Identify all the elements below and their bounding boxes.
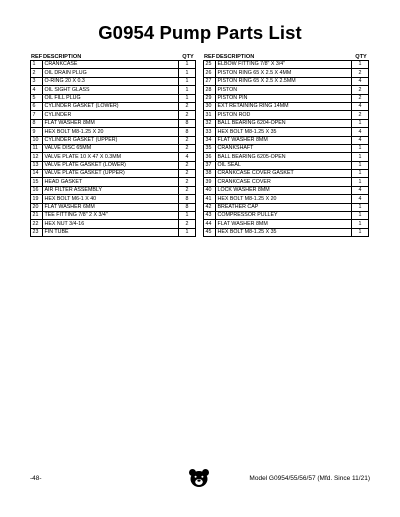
table-row xyxy=(31,69,196,77)
qty-cell: 8 xyxy=(179,195,196,203)
table-row xyxy=(31,212,196,220)
ref-cell: 1 xyxy=(31,61,43,69)
description-cell: CYLINDER xyxy=(43,111,179,119)
table-row xyxy=(204,94,369,102)
description-cell: CYLINDER GASKET (LOWER) xyxy=(43,102,179,110)
qty-cell: 1 xyxy=(352,161,369,169)
ref-cell: 32 xyxy=(204,119,216,127)
table-row xyxy=(204,136,369,144)
ref-cell: 6 xyxy=(31,102,43,110)
description-cell: CRANKCASE xyxy=(43,61,179,69)
header-qty: QTY xyxy=(355,54,367,60)
qty-cell: 1 xyxy=(179,69,196,77)
ref-cell: 16 xyxy=(31,186,43,194)
qty-cell: 2 xyxy=(179,102,196,110)
table-row xyxy=(204,228,369,236)
table-row xyxy=(204,86,369,94)
table-row xyxy=(31,195,196,203)
qty-cell: 4 xyxy=(179,153,196,161)
qty-cell: 4 xyxy=(352,77,369,85)
description-cell: HEX BOLT M8-1.25 X 35 xyxy=(216,228,352,236)
ref-cell: 22 xyxy=(31,220,43,228)
qty-cell: 1 xyxy=(352,220,369,228)
table-header xyxy=(30,50,196,60)
description-cell: FIN TUBE xyxy=(43,228,179,236)
table-row xyxy=(204,195,369,203)
ref-cell: 2 xyxy=(31,69,43,77)
page-title: G0954 Pump Parts List xyxy=(98,22,302,43)
qty-cell: 8 xyxy=(179,128,196,136)
qty-cell: 4 xyxy=(352,136,369,144)
description-cell: OIL SEAL xyxy=(216,161,352,169)
table-row xyxy=(204,102,369,110)
parts-list-left xyxy=(30,60,196,237)
table-row xyxy=(31,203,196,211)
page-number: -48- xyxy=(30,475,42,482)
qty-cell: 1 xyxy=(352,61,369,69)
qty-cell: 4 xyxy=(352,102,369,110)
description-cell: HEX BOLT M8-1.25 X 20 xyxy=(216,195,352,203)
description-cell: FLAT WASHER 8MM xyxy=(43,119,179,127)
table-row xyxy=(204,77,369,85)
ref-cell: 26 xyxy=(204,69,216,77)
description-cell: HEX NUT 3/4-16 xyxy=(43,220,179,228)
ref-cell: 19 xyxy=(31,195,43,203)
description-cell: PISTON PIN xyxy=(216,94,352,102)
qty-cell: 1 xyxy=(352,153,369,161)
qty-cell: 1 xyxy=(352,203,369,211)
table-row xyxy=(204,153,369,161)
qty-cell: 8 xyxy=(179,119,196,127)
ref-cell: 23 xyxy=(31,228,43,236)
description-cell: FLAT WASHER 8MM xyxy=(216,136,352,144)
description-cell: CRANKCASE COVER GASKET xyxy=(216,170,352,178)
description-cell: OIL DRAIN PLUG xyxy=(43,69,179,77)
table-row xyxy=(31,170,196,178)
ref-cell: 25 xyxy=(204,61,216,69)
qty-cell: 2 xyxy=(179,170,196,178)
model-line: Model G0954/55/56/57 (Mfd. Since 11/21) xyxy=(249,475,370,482)
table-row xyxy=(31,94,196,102)
ref-cell: 12 xyxy=(31,153,43,161)
bear-head-logo-icon xyxy=(188,468,210,488)
ref-cell: 3 xyxy=(31,77,43,85)
qty-cell: 1 xyxy=(352,144,369,152)
qty-cell: 4 xyxy=(352,128,369,136)
qty-cell: 2 xyxy=(352,69,369,77)
ref-cell: 15 xyxy=(31,178,43,186)
ref-cell: 38 xyxy=(204,170,216,178)
parts-table-left xyxy=(30,50,196,237)
table-row xyxy=(204,186,369,194)
description-cell: HEX BOLT M8-1.25 X 20 xyxy=(43,128,179,136)
description-cell: LOCK WASHER 8MM xyxy=(216,186,352,194)
qty-cell: 1 xyxy=(352,170,369,178)
qty-cell: 2 xyxy=(179,111,196,119)
ref-cell: 36 xyxy=(204,153,216,161)
table-row xyxy=(204,212,369,220)
ref-cell: 40 xyxy=(204,186,216,194)
table-row xyxy=(31,144,196,152)
table-row xyxy=(204,220,369,228)
qty-cell: 4 xyxy=(352,186,369,194)
description-cell: AIR FILTER ASSEMBLY xyxy=(43,186,179,194)
ref-cell: 11 xyxy=(31,144,43,152)
ref-cell: 4 xyxy=(31,86,43,94)
ref-cell: 37 xyxy=(204,161,216,169)
header-ref: REF xyxy=(204,54,216,60)
description-cell: BREATHER CAP xyxy=(216,203,352,211)
description-cell: EXT RETAINING RING 14MM xyxy=(216,102,352,110)
ref-cell: 43 xyxy=(204,212,216,220)
description-cell: PISTON RING 65 X 2.5 X 4MM xyxy=(216,69,352,77)
qty-cell: 1 xyxy=(352,228,369,236)
ref-cell: 5 xyxy=(31,94,43,102)
description-cell: TEE FITTING 7/8" 2 X 3/4" xyxy=(43,212,179,220)
description-cell: VALVE PLATE 10 X 47 X 0.3MM xyxy=(43,153,179,161)
qty-cell: 1 xyxy=(179,212,196,220)
table-row xyxy=(31,77,196,85)
table-row xyxy=(31,153,196,161)
ref-cell: 9 xyxy=(31,128,43,136)
table-row xyxy=(31,228,196,236)
qty-cell: 1 xyxy=(352,212,369,220)
table-row xyxy=(204,111,369,119)
table-row xyxy=(31,119,196,127)
qty-cell: 2 xyxy=(352,94,369,102)
header-description: DESCRIPTION xyxy=(43,54,82,60)
table-row xyxy=(204,119,369,127)
description-cell: COMPRESSOR PULLEY xyxy=(216,212,352,220)
description-cell: FLAT WASHER 6MM xyxy=(43,203,179,211)
qty-cell: 2 xyxy=(352,86,369,94)
table-header xyxy=(203,50,369,60)
description-cell: OIL SIGHT GLASS xyxy=(43,86,179,94)
table-row xyxy=(31,178,196,186)
ref-cell: 31 xyxy=(204,111,216,119)
ref-cell: 45 xyxy=(204,228,216,236)
table-row xyxy=(204,170,369,178)
ref-cell: 21 xyxy=(31,212,43,220)
qty-cell: 2 xyxy=(179,161,196,169)
description-cell: ELBOW FITTING 7/8" X 3/4" xyxy=(216,61,352,69)
description-cell: HEAD GASKET xyxy=(43,178,179,186)
table-row xyxy=(31,61,196,69)
ref-cell: 13 xyxy=(31,161,43,169)
ref-cell: 35 xyxy=(204,144,216,152)
header-ref: REF xyxy=(31,54,43,60)
qty-cell: 4 xyxy=(352,195,369,203)
ref-cell: 8 xyxy=(31,119,43,127)
ref-cell: 10 xyxy=(31,136,43,144)
header-qty: QTY xyxy=(182,54,194,60)
ref-cell: 33 xyxy=(204,128,216,136)
description-cell: HEX BOLT M6-1 X 40 xyxy=(43,195,179,203)
description-cell: FLAT WASHER 8MM xyxy=(216,220,352,228)
description-cell: BALL BEARING 6205-OPEN xyxy=(216,153,352,161)
table-row xyxy=(204,203,369,211)
description-cell: CRANKCASE COVER xyxy=(216,178,352,186)
description-cell: HEX BOLT M8-1.25 X 35 xyxy=(216,128,352,136)
description-cell: OIL FILL PLUG xyxy=(43,94,179,102)
description-cell: VALVE DISC 65MM xyxy=(43,144,179,152)
qty-cell: 1 xyxy=(179,61,196,69)
ref-cell: 42 xyxy=(204,203,216,211)
ref-cell: 20 xyxy=(31,203,43,211)
parts-table-right xyxy=(203,50,369,237)
qty-cell: 8 xyxy=(179,203,196,211)
ref-cell: 29 xyxy=(204,94,216,102)
table-row xyxy=(31,136,196,144)
table-row xyxy=(204,61,369,69)
qty-cell: 1 xyxy=(179,86,196,94)
qty-cell: 1 xyxy=(179,94,196,102)
table-row xyxy=(204,128,369,136)
description-cell: CRANKSHAFT xyxy=(216,144,352,152)
qty-cell: 2 xyxy=(352,111,369,119)
ref-cell: 39 xyxy=(204,178,216,186)
qty-cell: 1 xyxy=(179,77,196,85)
description-cell: PISTON RING 65 X 2.5 X 2.5MM xyxy=(216,77,352,85)
ref-cell: 14 xyxy=(31,170,43,178)
qty-cell: 1 xyxy=(352,119,369,127)
parts-list-right xyxy=(203,60,369,237)
table-row xyxy=(204,161,369,169)
table-row xyxy=(31,102,196,110)
description-cell: PISTON xyxy=(216,86,352,94)
qty-cell: 2 xyxy=(179,178,196,186)
table-row xyxy=(204,69,369,77)
qty-cell: 2 xyxy=(179,144,196,152)
qty-cell: 2 xyxy=(179,220,196,228)
description-cell: VALVE PLATE GASKET (LOWER) xyxy=(43,161,179,169)
table-row xyxy=(31,161,196,169)
table-row xyxy=(31,128,196,136)
description-cell: BALL BEARING 6204-OPEN xyxy=(216,119,352,127)
description-cell: PISTON ROD xyxy=(216,111,352,119)
qty-cell: 2 xyxy=(179,136,196,144)
table-row xyxy=(204,144,369,152)
table-row xyxy=(31,220,196,228)
ref-cell: 41 xyxy=(204,195,216,203)
qty-cell: 1 xyxy=(179,228,196,236)
qty-cell: 1 xyxy=(352,178,369,186)
ref-cell: 30 xyxy=(204,102,216,110)
table-row xyxy=(204,178,369,186)
ref-cell: 44 xyxy=(204,220,216,228)
description-cell: CYLINDER GASKET (UPPER) xyxy=(43,136,179,144)
qty-cell: 2 xyxy=(179,186,196,194)
header-description: DESCRIPTION xyxy=(216,54,255,60)
description-cell: VALVE PLATE GASKET (UPPER) xyxy=(43,170,179,178)
ref-cell: 34 xyxy=(204,136,216,144)
description-cell: O-RING 20 X 0.3 xyxy=(43,77,179,85)
ref-cell: 27 xyxy=(204,77,216,85)
table-row xyxy=(31,86,196,94)
table-row xyxy=(31,111,196,119)
table-row xyxy=(31,186,196,194)
ref-cell: 7 xyxy=(31,111,43,119)
ref-cell: 28 xyxy=(204,86,216,94)
